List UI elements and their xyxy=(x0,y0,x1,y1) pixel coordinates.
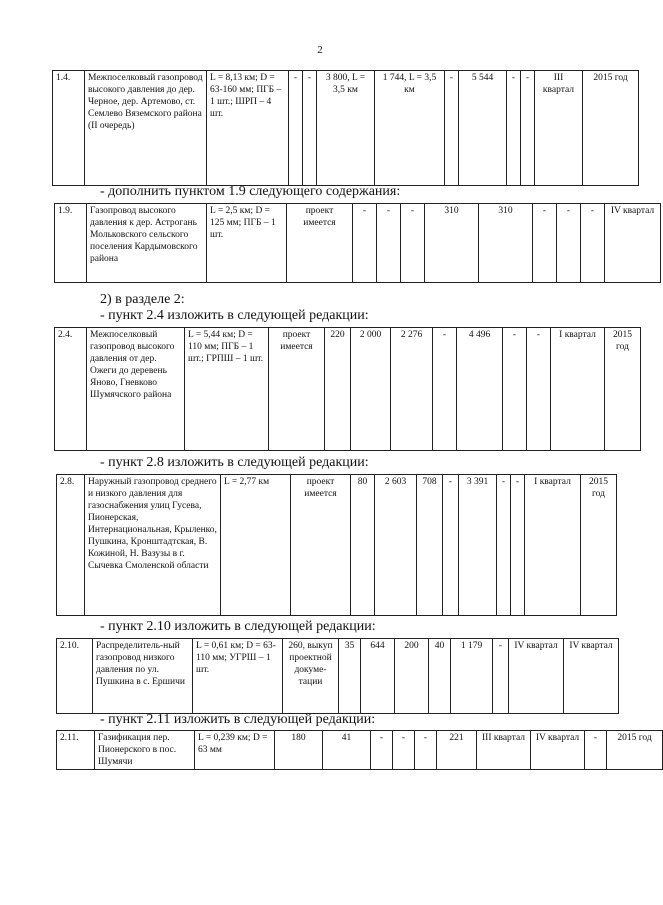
table-row-2-11 xyxy=(56,730,663,770)
cell-value: - xyxy=(433,328,457,451)
cell-value: - xyxy=(521,71,535,186)
cell-name: Межпоселковый газопровод высокого давления от дер. Ожеги до деревень Яново, Гневково Шумячского района xyxy=(87,328,185,451)
cell-value: 2015 год xyxy=(605,328,641,451)
heading-edit-2-11: - пункт 2.11 изложить в следующей редакции: xyxy=(100,712,376,727)
heading-section-2: 2) в разделе 2: xyxy=(100,292,185,307)
cell-specs: L = 8,13 км; D = 63-160 мм; ПГБ – 1 шт.; ШРП – 4 шт. xyxy=(207,71,289,186)
cell-value: 260, выкуп проектной докуме-тации xyxy=(283,639,339,714)
cell-value: - xyxy=(443,475,459,616)
cell-name: Межпоселковый газопровод высокого давления до дер. Черное, дер. Артемово, ст. Семлево Вяземского района (II очередь) xyxy=(85,71,207,186)
cell-value: 1 179 xyxy=(451,639,493,714)
cell-value: - xyxy=(507,71,521,186)
cell-value: 310 xyxy=(425,204,479,283)
cell-value: III квартал xyxy=(477,731,531,770)
cell-value: - xyxy=(503,328,527,451)
cell-value: 708 xyxy=(417,475,443,616)
cell-value: IV квартал xyxy=(605,204,661,283)
cell-value: I квартал xyxy=(551,328,605,451)
page-number: 2 xyxy=(317,44,323,56)
cell-value: - xyxy=(289,71,303,186)
table-row-2-10 xyxy=(56,638,619,714)
cell-value: - xyxy=(533,204,557,283)
cell-value: 2015 год xyxy=(581,475,617,616)
table-row-2-8 xyxy=(56,474,617,616)
cell-name: Наружный газопровод среднего и низкого давления для газоснабжения улиц Гусева, Пионерская, Интернациональная, Крыленко, Пушкина, Кронштадтская, В. Кожиной, Н. Вазузы в г. Сычевка Смоленской области xyxy=(85,475,221,616)
cell-value: проект имеется xyxy=(287,204,353,283)
cell-value: 3 800, L = 3,5 км xyxy=(317,71,375,186)
heading-edit-2-10: - пункт 2.10 изложить в следующей редакции: xyxy=(100,619,376,634)
cell-specs: L = 0,61 км; D = 63-110 мм; УГРШ – 1 шт. xyxy=(193,639,283,714)
cell-value: 200 xyxy=(395,639,429,714)
cell-value: - xyxy=(353,204,377,283)
cell-value: - xyxy=(527,328,551,451)
cell-value: IV квартал xyxy=(509,639,564,714)
cell-num: 2.8. xyxy=(57,475,85,616)
cell-num: 2.4. xyxy=(55,328,87,451)
cell-value: - xyxy=(415,731,437,770)
cell-name: Газификация пер. Пионерского в пос. Шумячи xyxy=(95,731,195,770)
cell-value: I квартал xyxy=(525,475,581,616)
cell-value: 180 xyxy=(275,731,323,770)
cell-value: IV квартал xyxy=(564,639,619,714)
cell-value: 2015 год xyxy=(583,71,639,186)
cell-num: 2.11. xyxy=(57,731,95,770)
cell-value: - xyxy=(511,475,525,616)
cell-specs: L = 0,239 км; D = 63 мм xyxy=(195,731,275,770)
cell-value: 221 xyxy=(437,731,477,770)
cell-value: 35 xyxy=(339,639,361,714)
cell-value: 4 496 xyxy=(457,328,503,451)
cell-value: 80 xyxy=(351,475,375,616)
table-row-1-4 xyxy=(52,70,639,186)
cell-specs: L = 5,44 км; D = 110 мм; ПГБ – 1 шт.; ГРПШ – 1 шт. xyxy=(185,328,269,451)
cell-value: 310 xyxy=(479,204,533,283)
cell-value: 2015 год xyxy=(607,731,663,770)
cell-num: 1.4. xyxy=(53,71,85,186)
cell-value: - xyxy=(393,731,415,770)
cell-value: - xyxy=(581,204,605,283)
cell-value: - xyxy=(401,204,425,283)
cell-value: 1 744, L = 3,5 км xyxy=(375,71,445,186)
cell-value: 2 603 xyxy=(375,475,417,616)
cell-value: - xyxy=(497,475,511,616)
cell-value: - xyxy=(371,731,393,770)
cell-value: - xyxy=(557,204,581,283)
heading-edit-2-4: - пункт 2.4 изложить в следующей редакции: xyxy=(100,308,369,323)
cell-value: 3 391 xyxy=(459,475,497,616)
cell-value: III квартал xyxy=(535,71,583,186)
cell-specs: L = 2,77 км xyxy=(221,475,291,616)
cell-value: - xyxy=(303,71,317,186)
table-row-2-4 xyxy=(54,327,641,451)
cell-value: 220 xyxy=(325,328,351,451)
cell-value: - xyxy=(445,71,459,186)
cell-num: 2.10. xyxy=(57,639,93,714)
cell-value: проект имеется xyxy=(269,328,325,451)
cell-value: 40 xyxy=(429,639,451,714)
cell-value: 644 xyxy=(361,639,395,714)
cell-value: 2 000 xyxy=(351,328,391,451)
table-row-1-9 xyxy=(54,203,661,283)
heading-add-1-9: - дополнить пунктом 1.9 следующего содержания: xyxy=(100,184,401,199)
heading-edit-2-8: - пункт 2.8 изложить в следующей редакции: xyxy=(100,455,369,470)
cell-value: 5 544 xyxy=(459,71,507,186)
cell-name: Распределитель-ный газопровод низкого давления по ул. Пушкина в с. Ершичи xyxy=(93,639,193,714)
cell-value: IV квартал xyxy=(531,731,585,770)
cell-value: - xyxy=(493,639,509,714)
cell-name: Газопровод высокого давления к дер. Астрогань Мольковского сельского поселения Кардымовского района xyxy=(87,204,207,283)
cell-value: проект имеется xyxy=(291,475,351,616)
cell-value: 41 xyxy=(323,731,371,770)
cell-specs: L = 2,5 км; D = 125 мм; ПГБ – 1 шт. xyxy=(207,204,287,283)
cell-value: - xyxy=(585,731,607,770)
cell-value: - xyxy=(377,204,401,283)
cell-num: 1.9. xyxy=(55,204,87,283)
cell-value: 2 276 xyxy=(391,328,433,451)
